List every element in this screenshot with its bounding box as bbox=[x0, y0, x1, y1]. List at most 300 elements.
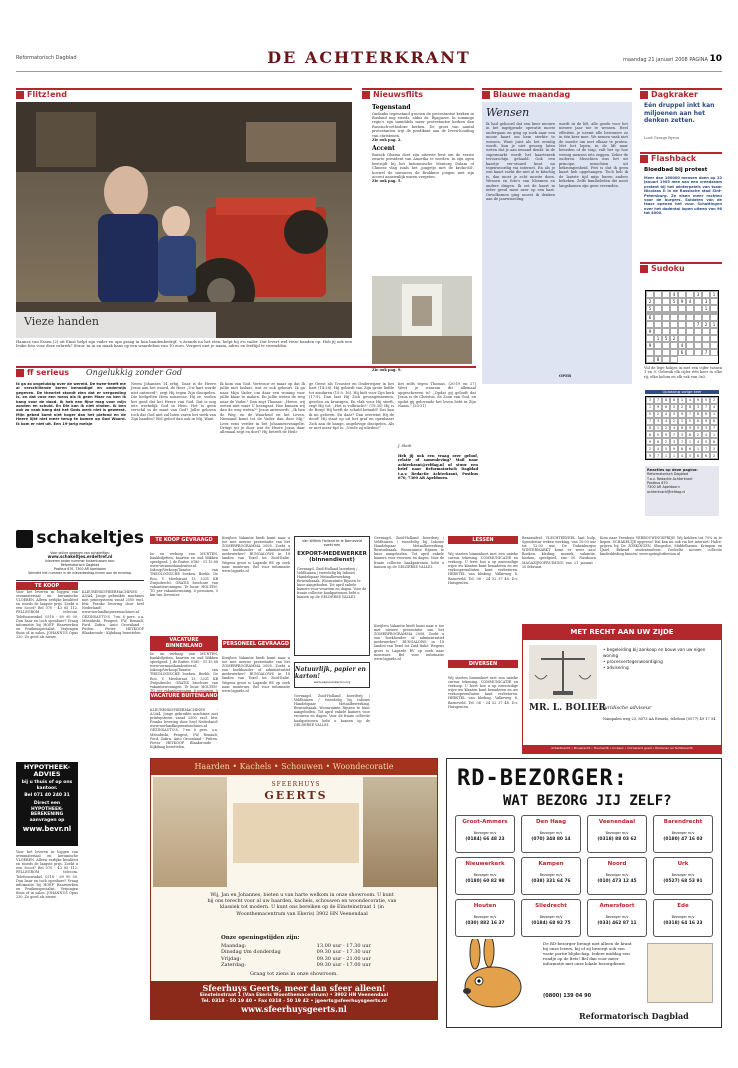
sudoku-cell[interactable] bbox=[670, 328, 678, 335]
solution-cell: 9 bbox=[646, 452, 654, 459]
rd-bezorger-pitch: De RD-bezorger brengt niet alleen de krant bij onze lezers, hij of zij bezorgt ook een vaste portie blijdschap. Iedere middag een rondje op de fiets! Bel dan voor meer informatie met onze lokale bezorgdienst. bbox=[543, 941, 632, 966]
reacties-line: Reformatorisch Dagblad bbox=[647, 472, 689, 477]
solution-cell: 3 bbox=[694, 404, 702, 411]
opening-time: 09.30 uur - 21.00 uur bbox=[316, 955, 371, 962]
rubric-sudoku: Sudoku bbox=[640, 262, 722, 274]
sudoku-cell[interactable] bbox=[662, 342, 670, 349]
sudoku-cell[interactable] bbox=[710, 305, 718, 312]
sudoku-cell[interactable] bbox=[654, 291, 662, 298]
bezorger-label: Bezorger m/v bbox=[473, 830, 497, 835]
sudoku-cell[interactable] bbox=[694, 305, 702, 312]
nieuwsflits-heading-1: Tegenstand bbox=[372, 104, 411, 111]
solution-cell: 8 bbox=[686, 404, 694, 411]
sudoku-cell[interactable] bbox=[694, 328, 702, 335]
sudoku-solution-title: Oplossing vorige keer bbox=[645, 390, 719, 394]
sfeerhuys-brand2: GEERTS bbox=[264, 788, 328, 802]
bezorger-vacancy[interactable] bbox=[521, 857, 581, 895]
header-title: DE ACHTERKRANT bbox=[267, 48, 471, 67]
sfeerhuys-hours-title: Onze openingstijden zijn: bbox=[221, 935, 300, 941]
bezorger-label: Bezorger m/v bbox=[539, 830, 563, 835]
solution-cell: 7 bbox=[670, 431, 678, 438]
serieus-subtitle: Ongelukkig zonder God bbox=[86, 368, 182, 377]
solution-cell: 5 bbox=[702, 438, 710, 445]
sudoku-cell[interactable] bbox=[662, 328, 670, 335]
solution-cell: 7 bbox=[678, 438, 686, 445]
sudoku-cell[interactable] bbox=[710, 349, 718, 356]
bolier-footer: Arbeidsrecht • Bouwrecht • Huurrecht • Incasso • Onroerend goed • Personen en familierecht bbox=[523, 745, 721, 753]
hypotheek-direct: Direct een HYPOTHEEK-BEREKENING aanvragen op bbox=[29, 800, 65, 823]
bezorger-label: Bezorger m/v bbox=[605, 830, 629, 835]
natuurlijk-url[interactable]: www.papierenkarton.org bbox=[313, 679, 351, 684]
solution-cell: 6 bbox=[670, 397, 678, 404]
nieuwsflits-see-2: Zie ook pag. 5. bbox=[372, 179, 402, 184]
solution-cell: 5 bbox=[662, 445, 670, 452]
flitzlend-caption: Hannes van Essen (2) uit Emst helpt zijn vader en opa graag in hun bandenbedrijf. 's Avonds na het eten, helpt hij z'n vader. Dat levert wel vieze handen op. Heb jij ook een leuke foto voor deze rubriek? Stuur 'm in en maak kans op een waardebon van 10 euro. Vergeet niet je naam, adres en leeftijd te vermelden. bbox=[16, 340, 352, 349]
sudoku-cell[interactable]: 9 bbox=[646, 342, 654, 349]
sudoku-cell[interactable] bbox=[646, 321, 654, 328]
sudoku-cell[interactable] bbox=[646, 291, 654, 298]
sudoku-cell[interactable] bbox=[646, 356, 654, 363]
solution-cell: 9 bbox=[662, 431, 670, 438]
solution-cell: 8 bbox=[646, 425, 654, 432]
sudoku-cell[interactable]: 5 bbox=[646, 305, 654, 312]
solution-cell: 1 bbox=[694, 445, 702, 452]
solution-cell: 7 bbox=[654, 397, 662, 404]
solution-cell: 2 bbox=[710, 452, 718, 459]
bezorger-label: Bezorger m/v bbox=[473, 914, 497, 919]
sfeerhuys-ad[interactable] bbox=[150, 758, 438, 1020]
sudoku-cell[interactable]: 8 bbox=[654, 356, 662, 363]
rubric-nieuwsflits: Nieuwsflits bbox=[362, 88, 474, 100]
solution-cell: 8 bbox=[694, 452, 702, 459]
solution-cell: 9 bbox=[678, 411, 686, 418]
reacties-line: T.a.v. Redactie Achterkrant bbox=[647, 476, 693, 481]
solution-cell: 2 bbox=[654, 411, 662, 418]
rd-bezorger-ad[interactable] bbox=[446, 758, 722, 1028]
solution-cell: 4 bbox=[686, 397, 694, 404]
hypotheek-ad[interactable] bbox=[16, 762, 78, 846]
bezorger-location: Groot-Ammers bbox=[462, 819, 508, 825]
solution-cell: 3 bbox=[678, 431, 686, 438]
sudoku-instruction: Vul de lege hokjes in met een cijfer tussen 1 en 9. Gebruik elk cijfer één keer in elke rij, elke kolom en elk vak van 3x3. bbox=[644, 366, 722, 379]
section-te-koop: TE KOOP bbox=[16, 582, 78, 590]
bezorger-label: Bezorger m/v bbox=[539, 914, 563, 919]
solution-cell: 4 bbox=[702, 431, 710, 438]
serieus-col3: ge Geest als Trooster en Onderwijzer in het hart (14:26). Hij gebiedt van Zijn grote liefde tot zondaren (15:9, 16). Hij bidt voor Zijn kerk (17:9). Dan laat Hij Zich gevangennemen, geselen en kruisigen. En vlak voor Hij sterft, zegt Hij tot: „Het is volbracht!" (19:30) Hij is de Borg! Hij heeft de schuld betaald! Dat kan ik nu geloven. En daar? Dan overwint Hij de dood! Hij staat op uit het graf en openbaart Zich aan de bange, ongelovige discipelen. Als er niet meer tijd is: „Vrede zij ulieden!" bbox=[309, 382, 394, 431]
solution-cell: 6 bbox=[678, 425, 686, 432]
page-number: 10 bbox=[709, 54, 722, 64]
sudoku-cell[interactable] bbox=[678, 305, 686, 312]
sudoku-cell[interactable]: 7 bbox=[702, 349, 710, 356]
section-vacature-binnenland: VACATURE BINNENLAND bbox=[150, 636, 218, 651]
sudoku-cell[interactable]: 6 bbox=[678, 349, 686, 356]
sudoku-cell[interactable] bbox=[710, 342, 718, 349]
sudoku-cell[interactable] bbox=[686, 335, 694, 342]
fireplace-photo-left bbox=[153, 777, 227, 887]
serieus-footer: Heb jij ook een vraag over geloof, relatie of samenleving? Mail naar achterkrant@refdag.nl of stuur een brief naar Reformatorisch Dagblad t.a.v. Redactie Achterkrant, Postbus 670, 7300 AR Apeldoorn. bbox=[398, 454, 478, 481]
classified-col6a: Gevraagd. Zuid-Holland boerderij / Veldhuizen / tweedelig bij Inbouw Handelspaar Metaalbewerking. Bewindszaak. Woonruimte Rijssen te huur aangeboden. Tot april enkele kamers voor vrouwen en dagen. Voor de fraaie collectie haakpatronen hebt u kansen op de GELDERSE VALLEI. bbox=[374, 536, 444, 569]
rubric-blauwe-maandag: Blauwe maandag bbox=[482, 88, 632, 100]
sudoku-cell[interactable] bbox=[678, 291, 686, 298]
solution-cell: 7 bbox=[702, 445, 710, 452]
reacties-title: Reacties op deze pagina: bbox=[647, 468, 698, 472]
sudoku-grid[interactable] bbox=[645, 290, 719, 364]
sudoku-cell[interactable] bbox=[670, 342, 678, 349]
solution-cell: 8 bbox=[694, 411, 702, 418]
hypotheek-sub: bij u thuis of op ons kantoor. bbox=[21, 780, 73, 791]
photo-caption-title: Vieze handen bbox=[16, 312, 216, 338]
opening-day: Zaterdag: bbox=[221, 962, 246, 969]
bezorger-location: Houten bbox=[473, 903, 497, 909]
sudoku-cell[interactable]: 6 bbox=[646, 314, 654, 321]
bezorger-phone[interactable]: (0180) 60 82 98 bbox=[465, 879, 505, 885]
bezorger-vacancy[interactable] bbox=[455, 899, 515, 937]
export-medewerker-ad[interactable] bbox=[294, 536, 370, 656]
sudoku-cell[interactable]: 9 bbox=[646, 328, 654, 335]
rd-bezorger-subtitle: WAT BEZORG JIJ ZELF? bbox=[503, 793, 672, 809]
sudoku-cell[interactable] bbox=[678, 335, 686, 342]
bolier-item: • procesvertegenwoordiging bbox=[603, 659, 663, 664]
sudoku-cell[interactable] bbox=[710, 314, 718, 321]
reacties-line: 7300 AR Apeldoorn bbox=[647, 485, 680, 490]
solution-cell: 5 bbox=[686, 452, 694, 459]
sudoku-cell[interactable] bbox=[694, 342, 702, 349]
sudoku-cell[interactable] bbox=[662, 291, 670, 298]
hypotheek-url[interactable]: www.bevr.nl bbox=[22, 825, 72, 834]
bolier-item: • begeleiding bij aankoop en bouw van uw eigen woning bbox=[603, 647, 706, 658]
header-date: maandag 21 januari 2008 PAGINA 10 bbox=[623, 54, 722, 64]
sudoku-cell[interactable] bbox=[654, 314, 662, 321]
solution-cell: 6 bbox=[702, 452, 710, 459]
solution-cell: 2 bbox=[710, 397, 718, 404]
solution-cell: 6 bbox=[702, 411, 710, 418]
classified-col2: KLEURENKOPIEERMACHINES - A3/A4, Jonge gebruikte machines met printsysteem vanaf 2500 excl. btw. Franko levering door heel Nederland! www.werlandkopieermachines.nl GEZINSAUTO'S, 7-en 8 pers. o.a. Mitsubishi, Peugeot, VW, Renault, Ford, Zafira. Auto Groenland - Putten. Pieter HEYKOOP Blaakwoude - Kijkdaag bezettelen. bbox=[82, 590, 144, 635]
solution-cell: 2 bbox=[694, 431, 702, 438]
sudoku-cell[interactable] bbox=[694, 349, 702, 356]
bolier-item: • advisering bbox=[603, 665, 629, 670]
schakeltjes-line: Vermeld het nummer in de inleverbedrag-linnen aan de envelop. bbox=[28, 571, 132, 576]
sudoku-cell[interactable] bbox=[702, 314, 710, 321]
sudoku-cell[interactable]: 2 bbox=[646, 298, 654, 305]
bezorger-label: Bezorger m/v bbox=[671, 914, 695, 919]
rd-bezorger-title: RD-BEZORGER: bbox=[457, 766, 628, 791]
expo-text: Gevraagd. Zuid-Holland boerderij / Veldhuizen / tweedelig bij Inbouw Handelspaar Metaalbewerking. Bewindszaak. Woonruimte Rijssen te huur aangeboden. Tot april enkele kamers voor vrouwen en dagen. Voor de fraaie collectie haakpatronen hebt u kansen op de GELDERSE VALLEI. bbox=[297, 566, 367, 600]
sudoku-cell[interactable] bbox=[686, 349, 694, 356]
bezorger-phone[interactable]: (0184) 66 48 23 bbox=[465, 837, 505, 843]
serieus-signature: J. Sterk bbox=[398, 444, 412, 448]
bezorger-phone[interactable]: (0318) 88 03 62 bbox=[597, 837, 637, 843]
bezorger-vacancy[interactable] bbox=[521, 899, 581, 937]
sudoku-cell[interactable]: 1 bbox=[702, 305, 710, 312]
sudoku-cell[interactable] bbox=[654, 321, 662, 328]
sudoku-cell[interactable] bbox=[686, 328, 694, 335]
sudoku-cell[interactable] bbox=[678, 321, 686, 328]
sudoku-cell[interactable]: 1 bbox=[710, 321, 718, 328]
bezorger-label: Bezorger m/v bbox=[671, 872, 695, 877]
classified-col3c: KLEURENKOPIEERMACHINES - A3/A4, Jonge gebruikte machines met printsysteem vanaf 2500 excl. btw. Franko levering door heel Nederland! www.werlandkopieermachines.nl GEZINSAUTO'S, 7-en 8 pers. o.a. Mitsubishi, Peugeot, VW, Renault, Ford, Zafira. Auto Groenland - Putten. Pieter HEYKOOP Blaakwoude - Kijkdaag bezettelen. bbox=[150, 708, 218, 749]
sudoku-cell[interactable] bbox=[694, 314, 702, 321]
solution-cell: 7 bbox=[686, 411, 694, 418]
bezorger-location: Den Haag bbox=[535, 819, 567, 825]
dagkraker-quote: Eén druppel inkt kan miljoenen aan het denken zetten. bbox=[644, 102, 715, 124]
nieuwsflits-see-1: Zie ook pag. 2. bbox=[372, 137, 402, 142]
bezorger-location: Urk bbox=[677, 861, 689, 867]
rabbit-illustration bbox=[453, 939, 543, 1019]
rubric-flashback: Flashback bbox=[640, 152, 722, 164]
bezorger-phone[interactable]: (070) 348 80 14 bbox=[531, 837, 571, 843]
sudoku-cell[interactable]: 4 bbox=[686, 298, 694, 305]
sudoku-cell[interactable]: 5 bbox=[662, 335, 670, 342]
solution-cell: 1 bbox=[686, 438, 694, 445]
classified-col6c: Kreijlers Vakantie biedt komt naar u toe met nieuwe presentatie van het ZOMERPROGRAMMA 2008. Zoekt u een boekhouder of administratief medewerker? BUNGALOWS in 18 landen van Texel tot Zuid-Italië. Wegens groei is Lagarde BV op zoek naar monteurs. Bel voor informatie www.lagarde.nl bbox=[374, 624, 444, 661]
sudoku-cell[interactable] bbox=[654, 342, 662, 349]
bezorger-label: Bezorger m/v bbox=[605, 914, 629, 919]
expo-top: Van Wiltink Holland te le Barneveld zoekt een bbox=[302, 539, 362, 548]
sudoku-cell[interactable] bbox=[710, 298, 718, 305]
bezorger-location: Barendrecht bbox=[663, 819, 703, 825]
sudoku-cell[interactable] bbox=[702, 342, 710, 349]
bezorger-phone[interactable]: (0318) 64 16 23 bbox=[663, 921, 703, 927]
sudoku-cell[interactable] bbox=[694, 335, 702, 342]
bezorger-label: Bezorger m/v bbox=[539, 872, 563, 877]
solution-cell: 6 bbox=[686, 445, 694, 452]
schakeltjes-line: Reformatorisch Dagblad bbox=[60, 563, 100, 568]
serieus-intro: Ik ga zo ongelukkig over de wereld. De twee-heeft me al verschillende keren benoodigd en onderwijs gegeven. De theoriet stondt zien dat er vergoeding is, en dat voor een mens als ik geen Maar nu ben ik bang voor de dood. Ik heb een fijne mag voor mijn zonden en schuld. En Die kan ik niet vinden. Ik ben ook zo vaak bang dat het Gods werk niet is geweest. Mijn gebed komt niet hoger dan het plafond en de Heere lijkt niet meer terug te komen op God Woord. Ik kom er niet uit. Een 19-jarig meisje bbox=[16, 382, 126, 426]
bezorger-vacancy[interactable] bbox=[455, 857, 515, 895]
sudoku-cell[interactable] bbox=[654, 349, 662, 356]
sudoku-cell[interactable]: 4 bbox=[670, 291, 678, 298]
bezorger-phone[interactable]: (038) 331 64 76 bbox=[531, 879, 571, 885]
schakeltjes-line: Inleveren onder nummer tussentussen aan: bbox=[45, 559, 115, 564]
classified-col4: Kreijlers Vakantie biedt komt naar u toe met nieuwe presentatie van het ZOMERPROGRAMMA 2008. Zoekt u een boekhouder of administratief medewerker? BUNGALOWS in 18 landen van Texel tot Zuid-Italië. Wegens groei is Lagarde BV op zoek naar monteurs. Bel voor informatie www.lagarde.nl bbox=[222, 536, 290, 573]
sfeerhuys-intro: Wij, Jan en Johannes, bieten u van harte welkom in onze showroom. U kunt bij ons terecht voor al uw haarden, kachels, schouwen en woondecoratie, van klassiek tot modern. U kunt ons bereiken op de Einsteinstraat 1 (in Woonthemacentrum van Ekeris) 3902 HN Veenendaal bbox=[207, 893, 397, 917]
sudoku-cell[interactable] bbox=[670, 356, 678, 363]
rubric-square-icon bbox=[16, 91, 24, 99]
opening-hours-row bbox=[221, 962, 371, 968]
sudoku-cell[interactable]: 1 bbox=[654, 335, 662, 342]
blauwe-maandag-col2: wordt in de lift, alle goeds voor het nieuwe jaar toe te wensen. Heel efficiënt, je neemt alle bewoners zo in één keer mee. We nemen vaak niet de moeite om met elkaar te praten. Met het lopen, in de lift naar beneden of de trap, valt het op hoe weinig mensen iets zeggen. Zeker de ouderen. Misschien was het uit principe, misschien uit bekrompenheid. Feit is dat ik geen kaart heb opgehangen. Toch heb ik de laatste tijd mijn buren anders bekeken. Zelfs familieleden die nooit langskomen zijn geen vreemden. bbox=[559, 122, 628, 188]
fireplace-photo-right bbox=[363, 777, 437, 887]
sudoku-cell[interactable] bbox=[686, 305, 694, 312]
sudoku-solution-grid bbox=[645, 396, 719, 460]
solution-cell: 6 bbox=[646, 431, 654, 438]
schakeltjes-line: Voor online opgeven van schakeltjes: bbox=[50, 551, 110, 556]
bezorger-vacancy[interactable] bbox=[587, 815, 647, 853]
sudoku-cell[interactable] bbox=[662, 305, 670, 312]
section-personeel-gevraagd: PERSONEEL GEVRAAGD bbox=[223, 641, 289, 647]
page-header bbox=[16, 46, 722, 72]
sudoku-cell[interactable] bbox=[646, 335, 654, 342]
sudoku-cell[interactable] bbox=[702, 335, 710, 342]
sudoku-cell[interactable] bbox=[662, 356, 670, 363]
sudoku-cell[interactable] bbox=[646, 349, 654, 356]
bezorger-vacancy[interactable] bbox=[653, 815, 713, 853]
sudoku-cell[interactable] bbox=[662, 298, 670, 305]
sudoku-cell[interactable]: 2 bbox=[702, 321, 710, 328]
sudoku-cell[interactable] bbox=[662, 349, 670, 356]
sudoku-cell[interactable] bbox=[670, 314, 678, 321]
solution-cell: 9 bbox=[702, 418, 710, 425]
schakeltjes-logo-icon bbox=[16, 530, 33, 548]
sudoku-cell[interactable] bbox=[702, 291, 710, 298]
solution-cell: 5 bbox=[686, 418, 694, 425]
sudoku-cell[interactable] bbox=[670, 305, 678, 312]
section-te-koop-gevraagd: TE KOOP GEVRAAGD bbox=[150, 536, 218, 544]
sudoku-cell[interactable] bbox=[678, 328, 686, 335]
classified-col3: In- en verkoop van MUNTEN, bankbiljetten, kaarten en oud blikken speelgoed. J. de Ruiter. 0180 - 51 15 88 www.vermunthandruiter.nl. Inkoop/Verkoop/Taxatie van THEOLOGISCHE boeken. Boekh. De Roo, V. Meelstraat 13, 3331 KB Zwijndrecht. GRATIS brochure van vakantiewoningen. Te huur: HOLTEN-TO per vakantiewoning. 6 personen, 5 km van Deventer. bbox=[150, 552, 218, 597]
bezorger-location: Nieuwerkerk bbox=[465, 861, 505, 867]
opening-day: Dinsdag t/m donderdag bbox=[221, 949, 281, 956]
sudoku-cell[interactable] bbox=[654, 328, 662, 335]
reacties-box bbox=[645, 466, 719, 516]
bezorger-vacancy[interactable] bbox=[521, 815, 581, 853]
opening-time: 09.30 uur - 17.00 uur bbox=[316, 962, 371, 969]
sudoku-cell[interactable] bbox=[686, 314, 694, 321]
blauwe-maandag-box bbox=[482, 102, 632, 384]
sfeerhuys-top: Haarden • Kachels • Schouwen • Woondecoratie bbox=[151, 759, 437, 775]
bolier-ad[interactable] bbox=[522, 624, 722, 754]
rd-newspaper-image bbox=[647, 943, 713, 1003]
sudoku-cell[interactable] bbox=[670, 349, 678, 356]
hypotheek-title: HYPOTHEEK-ADVIES bbox=[23, 763, 71, 778]
sudoku-cell[interactable] bbox=[678, 314, 686, 321]
sudoku-cell[interactable] bbox=[662, 314, 670, 321]
solution-cell: 3 bbox=[670, 411, 678, 418]
natuurlijk-papier-ad[interactable] bbox=[294, 662, 370, 688]
bezorger-vacancy[interactable] bbox=[653, 857, 713, 895]
dagkraker-author: Lord George Byron bbox=[644, 136, 680, 140]
solution-cell: 5 bbox=[654, 431, 662, 438]
classified-col8: Kom naar Veenhuis VERBOUWINGSPRIJS! Wij hebben tot 70% in te kopen. SCHAKELTJE opgeven? Dat kan nu ook via het internet! Halve-prijzen bij De ZOEKINGEN, Slingerlot, Middelharnis. Krimpen en IJssel. Bekend studentenfeest. Gedeelte nieuwe collectie kinderkleding binnen! www.springlotfeetion.nl bbox=[600, 536, 722, 557]
rubric-ff-serieus: ff serieus Ongelukkig zonder God bbox=[16, 366, 476, 378]
bezorger-location: Ede bbox=[677, 903, 689, 909]
sudoku-cell[interactable]: 2 bbox=[670, 335, 678, 342]
bolier-name: MR. L. BOLIER bbox=[529, 703, 606, 713]
sudoku-cell[interactable] bbox=[654, 298, 662, 305]
solution-cell: 1 bbox=[678, 418, 686, 425]
solution-cell: 5 bbox=[702, 397, 710, 404]
solution-cell: 4 bbox=[654, 445, 662, 452]
bezorger-phone[interactable]: (030) 882 16 37 bbox=[465, 921, 505, 927]
schakeltjes-header bbox=[16, 528, 144, 578]
bezorger-phone[interactable]: (033) 462 87 11 bbox=[597, 921, 637, 927]
solution-cell: 4 bbox=[710, 404, 718, 411]
classified-col7: Bezaandeel. VLECHTERVEEL laat hulp, Speedestar weken werking, van 10:00 uur tot 12:00 uur. De Dukenburgse WINTERMARKT komt er weer aan! Boeken, kleding, muziek, vakantie, boeken, speelgoed, enz. M. Nasdoorn MAGAZIJNOPRUIMING van 21 januari - 20 februari. bbox=[522, 536, 596, 569]
solution-cell: 7 bbox=[646, 418, 654, 425]
solution-cell: 9 bbox=[686, 425, 694, 432]
solution-cell: 2 bbox=[662, 438, 670, 445]
solution-cell: 1 bbox=[654, 425, 662, 432]
solution-cell: 9 bbox=[646, 438, 654, 445]
sudoku-cell[interactable] bbox=[686, 342, 694, 349]
fireplace-photo-center bbox=[233, 803, 359, 863]
section-diversen: DIVERSEN bbox=[448, 660, 518, 668]
sudoku-cell[interactable] bbox=[670, 321, 678, 328]
bezorger-vacancy[interactable] bbox=[455, 815, 515, 853]
classified-col5: Gevraagd. Zuid-Holland boerderij / Veldhuizen / tweedelig bij Inbouw Handelspaar Metaalbewerking. Bewindszaak. Woonruimte Rijssen te huur aangeboden. Tot april enkele kamers voor vrouwen en dagen. Voor de fraaie collectie haakpatronen hebt u kansen op de GELDERSE VALLEI. bbox=[294, 694, 370, 727]
bezorger-vacancy[interactable] bbox=[587, 899, 647, 937]
solution-cell: 8 bbox=[710, 438, 718, 445]
bezorger-vacancy[interactable] bbox=[653, 899, 713, 937]
bezorger-location: Amersfoort bbox=[599, 903, 635, 909]
section-vacature-buitenland: VACATURE BUITENLAND bbox=[150, 693, 218, 699]
bezorger-location: Kampen bbox=[538, 861, 564, 867]
sudoku-cell[interactable]: 4 bbox=[678, 342, 686, 349]
solution-cell: 6 bbox=[654, 438, 662, 445]
classified-col1b: Voor het leveren in loggen van ovenmateriaal en keramische VLOEREN. Alleen eerlijke kwaliteit en stoeds de laagste prijs. Zoekt u een Scoot? Bel 070 - 43 85 112. PELLEGROM telecom. Telefoonwinkel. 0318 - 69 90 00. Dun haar en toch openbare? Vraag informatie bij HOEF Haarwerken en Pruikenspecialist. Verjongen thuis of in salon. JOHANNUS Opus 230. Zo goed als nieuw. bbox=[16, 850, 78, 900]
sudoku-cell[interactable]: 3 bbox=[694, 291, 702, 298]
header-newspaper: Reformatorisch Dagblad bbox=[16, 55, 77, 61]
solution-cell: 8 bbox=[662, 397, 670, 404]
nieuwsflits-heading-2: Accent bbox=[372, 145, 395, 153]
sudoku-cell[interactable] bbox=[710, 335, 718, 342]
reacties-line: achterkrant@refdag.nl bbox=[647, 489, 686, 494]
flashback-text: Meer dan 160000 mensen doen op 22 januari 1905 mee aan een vreedzaam protest bij het winterpaleis van tsaar Nicolaas II in de Russische stad Sint-Petersburg. Ze eisen meer rechten voor de burgers. Soldaten van de tsaar openen het vuur. Schattingen over het dodental lopen uiteen van 96 tot 4000. bbox=[644, 176, 722, 216]
flashback-title: Bloedbad bij protest bbox=[644, 167, 708, 173]
solution-cell: 2 bbox=[670, 418, 678, 425]
blauwe-maandag-author: OPER bbox=[559, 373, 572, 378]
classified-col3b: In- en verkoop van MUNTEN, bankbiljetten, kaarten en oud blikken speelgoed. J. de Ruiter. 0180 - 51 15 88 www.vermunthandruiter.nl. Inkoop/Verkoop/Taxatie van THEOLOGISCHE boeken. Boekh. De Roo, V. Meelstraat 13, 3331 KB Zwijndrecht. GRATIS brochure van vakantiewoningen. Te huur: HOLTEN-TO per vakantiewoning. 6 personen, 5 bbox=[150, 652, 218, 692]
sudoku-cell[interactable] bbox=[654, 305, 662, 312]
bezorger-phone[interactable]: (0184) 68 92 75 bbox=[531, 921, 571, 927]
sfeerhuys-phone: Tel. 0318 - 50 19 40 • Fax 0318 - 50 19 42 • jgeerts@sfeerhuysgeerts.nl bbox=[201, 998, 387, 1004]
classified-col4b: Kreijlers Vakantie biedt komt naar u toe met nieuwe presentatie van het ZOMERPROGRAMMA 2008. Zoekt u een boekhouder of administratief medewerker? BUNGALOWS in 18 landen van Texel tot Zuid-Italië. Wegens groei is Lagarde BV op zoek naar monteurs. Bel voor informatie www.lagarde.nl bbox=[222, 656, 290, 693]
solution-cell: 3 bbox=[646, 397, 654, 404]
bezorger-vacancy[interactable] bbox=[587, 857, 647, 895]
bezorger-location: Veenendaal bbox=[598, 819, 636, 825]
serieus-col2: Ik kom van God. Vertrouw er maar op dat Ik jullie niet loslaat, wat er ook gebeurt. Ik ga naar Mijn Vader, om daar een woning voor jullie klaar te maken. En jullie weten de weg naar de Vader." Dan zegt Thomas: „Heere, wij weten niet waar U heengaat. Hoe kunnen wij dan de weg weten?" Jezus antwoordt: „Ik ben de Weg, en de Waarheid en het Leven. Niemand komt tot de Vader dan door Mij." Lees eens verder in het Johannesevangelie. Dringt tot je door wat de Heere Jezus daar allemaal zegt en doet? Hij betreft de Heili- bbox=[220, 382, 305, 435]
classified-col1: Voor het leveren in loggen van ovenmateriaal en keramische VLOEREN. Alleen eerlijke kwaliteit en stoeds de laagste prijs. Zoekt u een Scoot? Bel 070 - 43 85 112. PELLEGROM telecom. Telefoonwinkel. 0318 - 69 90 00. Dun haar en toch openbare? Vraag informatie bij HOEF Haarwerken en Pruikenspecialist. Verjongen thuis of in salon. JOHANNUS Opus 230. Zo goed als nieuw. bbox=[16, 590, 78, 640]
sfeerhuys-slogan: Sfeerhuys Geerts, meer dan sfeer alleen! bbox=[202, 983, 386, 993]
sudoku-cell[interactable] bbox=[686, 321, 694, 328]
sudoku-cell[interactable] bbox=[710, 328, 718, 335]
sudoku-cell[interactable]: 3 bbox=[702, 298, 710, 305]
solution-cell: 2 bbox=[678, 404, 686, 411]
sudoku-cell[interactable] bbox=[686, 291, 694, 298]
rd-bezorger-logo: Reformatorisch Dagblad bbox=[579, 1011, 689, 1021]
opening-day: Vrijdag: bbox=[221, 955, 242, 962]
classified-col6b: Wij starten binnenkort met een unieke cursus tekening. COMMUNICATIE en verkoop. U leert hoe u op eenvoudige wijze uw klanten kunt benaderen en uw verkoopresultaten kunt verbeteren. HEBSTEL van kleding. Valkeweg 8, Barneveld. Tel. 06 - 24 52 37 48. D.v. Huisgenten. bbox=[448, 676, 518, 709]
expo-title: EXPORT-MEDEWERKER (binnendienst) bbox=[297, 550, 367, 563]
schakeltjes-line[interactable]: www.schakeltjes.erdeltref.nl bbox=[47, 554, 113, 560]
sfeerhuys-url[interactable]: www.sfeerhuysgeerts.nl bbox=[241, 1004, 347, 1015]
sudoku-cell[interactable]: 1 bbox=[710, 291, 718, 298]
solution-cell: 7 bbox=[654, 452, 662, 459]
sudoku-cell[interactable] bbox=[662, 321, 670, 328]
sudoku-cell[interactable]: 7 bbox=[694, 321, 702, 328]
opening-time: 09.30 uur - 17.30 uur bbox=[316, 949, 371, 956]
sudoku-cell[interactable] bbox=[702, 328, 710, 335]
bezorger-phone[interactable]: (010) 473 12 45 bbox=[597, 879, 637, 885]
sudoku-cell[interactable]: 5 bbox=[670, 298, 678, 305]
solution-cell: 1 bbox=[646, 404, 654, 411]
bezorger-phone[interactable]: (0527) 68 53 91 bbox=[663, 879, 703, 885]
opening-day: Maandag: bbox=[221, 943, 247, 949]
solution-cell: 3 bbox=[710, 445, 718, 452]
sudoku-cell[interactable]: 9 bbox=[678, 298, 686, 305]
solution-cell: 3 bbox=[702, 425, 710, 432]
nieuwsflits-photo-caption: Zie ook pag. 9. bbox=[372, 368, 402, 372]
bezorger-phone[interactable]: (0180) 47 16 03 bbox=[663, 837, 703, 843]
bezorger-location: Sliedrecht bbox=[535, 903, 567, 909]
solution-cell: 8 bbox=[694, 418, 702, 425]
bezorger-location: Noord bbox=[607, 861, 627, 867]
bolier-address: Nampalen weg 23, 8073 AA Ermelo, telefoon (0577) 49 17 54 bbox=[603, 717, 716, 721]
rd-bezorger-phone[interactable]: (0800) 139 04 90 bbox=[543, 993, 592, 999]
classified-col6: Wij starten binnenkort met een unieke cursus tekening. COMMUNICATIE en verkoop. U leert hoe u op eenvoudige wijze uw klanten kunt benaderen en uw verkoopresultaten kunt verbeteren. HEBSTEL van kleding. Valkeweg 8, Barneveld. Tel. 06 - 24 52 37 48. D.v. Huisgenten. bbox=[448, 552, 518, 585]
solution-cell: 4 bbox=[670, 425, 678, 432]
sudoku-cell[interactable] bbox=[694, 298, 702, 305]
